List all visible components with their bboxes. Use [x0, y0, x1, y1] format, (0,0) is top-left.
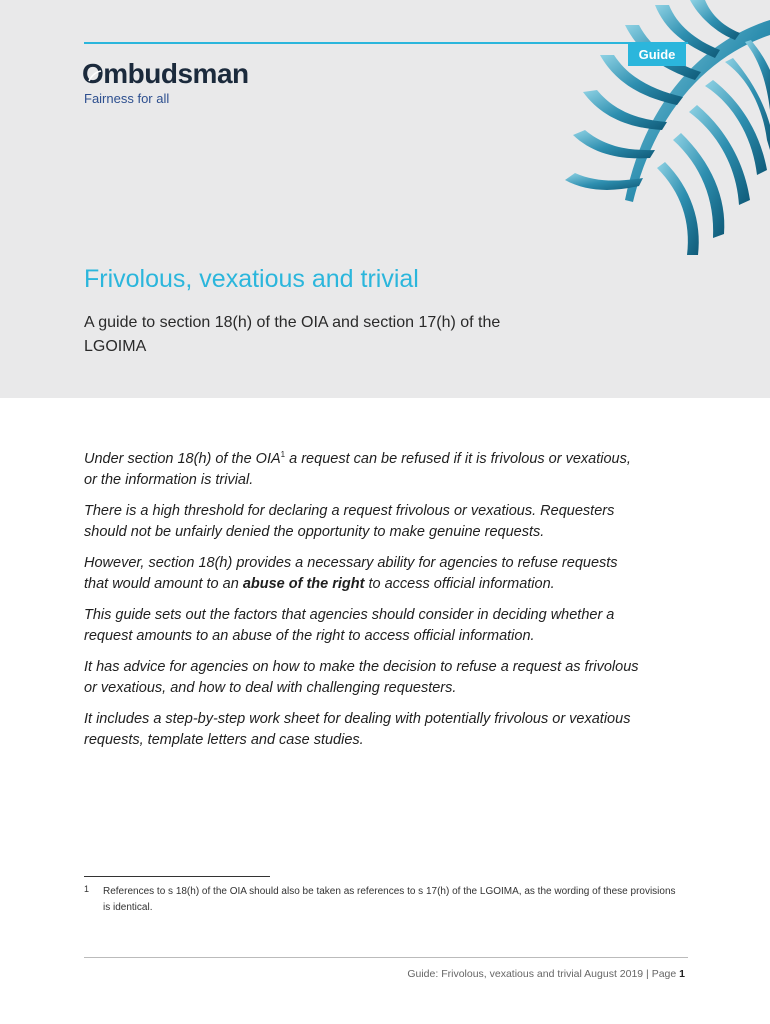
- footnote-ref[interactable]: 1: [280, 450, 286, 459]
- page-number: 1: [679, 968, 685, 980]
- ombudsman-o-icon: O: [82, 58, 104, 89]
- p3-text-a: However, section 18(h) provides a necessary ability for agencies to refuse requests that would amount to an: [84, 554, 618, 592]
- p3-emphasis: abuse of the right: [242, 575, 365, 592]
- paragraph-1: [84, 444, 644, 491]
- footnote-text: References to s 18(h) of the OIA should also be taken as references to s 17(h) of the LGOIMA, as the wording of these provisions is identical.: [103, 886, 676, 913]
- top-rule: [84, 42, 688, 44]
- footnote: [84, 884, 684, 916]
- tagline: Fairness for all: [84, 91, 170, 106]
- footer-rule: [84, 957, 688, 958]
- page-footer: [407, 968, 685, 980]
- logo-text: mbudsman: [103, 58, 249, 89]
- document-title: Frivolous, vexatious and trivial: [84, 265, 419, 293]
- footnote-rule: [84, 876, 270, 877]
- p3-text-b: to access official information.: [364, 575, 555, 592]
- p1-text-b: a request can be refused if it is frivolous or vexatious, or the information is trivial.: [84, 450, 631, 488]
- fern-graphic: [505, 0, 770, 255]
- paragraph-3: [84, 553, 644, 595]
- footnote-mark: 1: [84, 884, 90, 894]
- paragraph-2: There is a high threshold for declaring a request frivolous or vexatious. Requesters should not be unfairly denied the opportunity to make genuine requests.: [84, 502, 615, 540]
- document-subtitle: A guide to section 18(h) of the OIA and section 17(h) of the LGOIMA: [84, 314, 501, 355]
- paragraph-4: This guide sets out the factors that agencies should consider in deciding whether a request amounts to an abuse of the right to access official information.: [84, 606, 615, 644]
- body-text: [84, 444, 644, 761]
- paragraph-6: It includes a step-by-step work sheet for dealing with potentially frivolous or vexatious requests, template letters and case studies.: [84, 710, 631, 748]
- p1-text-a: Under section 18(h) of the OIA: [84, 450, 281, 467]
- ombudsman-logo: [82, 58, 249, 90]
- guide-tag: Guide: [628, 44, 686, 66]
- paragraph-5: It has advice for agencies on how to make the decision to refuse a request as frivolous or vexatious, and how to deal with challenging requesters.: [84, 658, 639, 696]
- footer-text: Guide: Frivolous, vexatious and trivial August 2019 | Page: [407, 968, 680, 980]
